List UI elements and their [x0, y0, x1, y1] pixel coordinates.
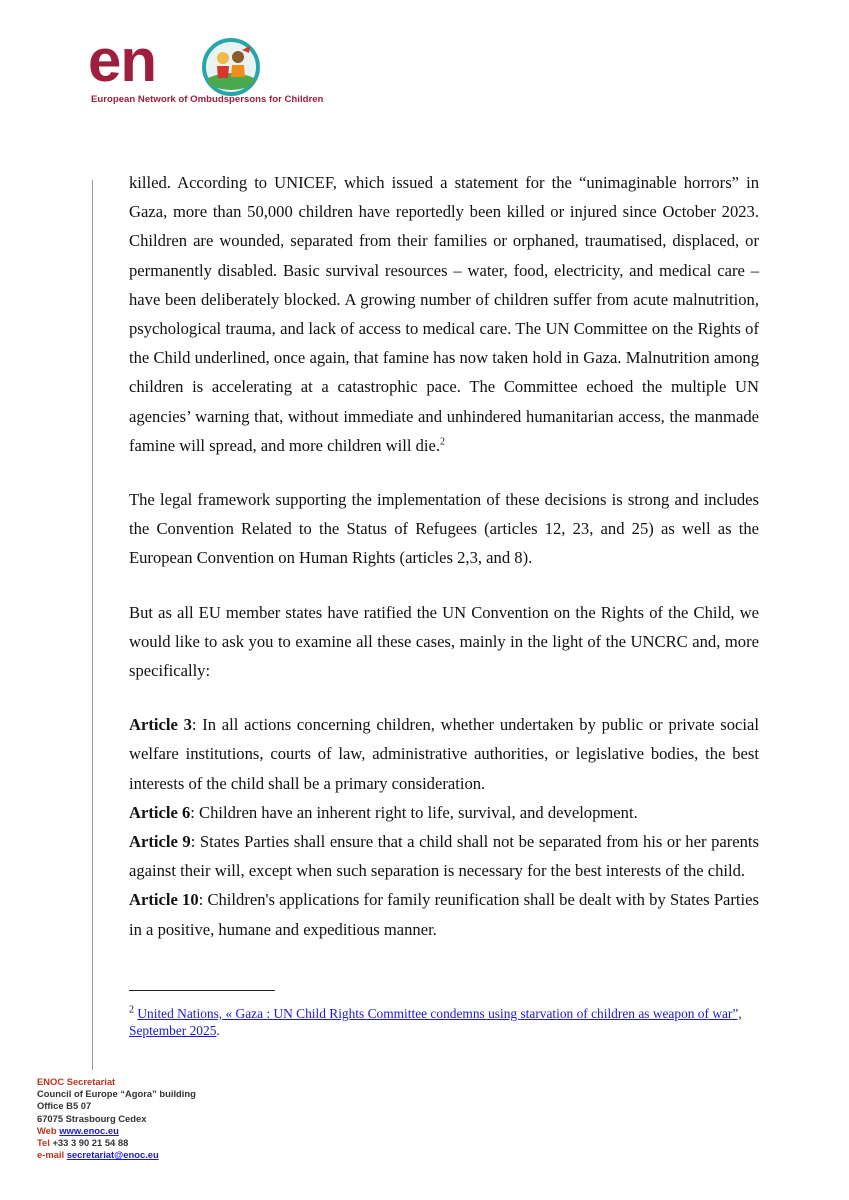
- secretariat-address: [37, 1076, 297, 1161]
- paragraph-legal-framework: The legal framework supporting the implementation of these decisions is strong and includes the Convention Related to the Status of Refugees (articles 12, 23, and 25) as well as the European Convention on Human Rights (articles 2,3, and 8).: [129, 490, 759, 568]
- tel-label: Tel: [37, 1137, 53, 1149]
- web-link[interactable]: www.enoc.eu: [59, 1124, 119, 1136]
- footnote-separator: [129, 990, 275, 991]
- logo-letter-n: n: [120, 27, 157, 94]
- article-9-text: : States Parties shall ensure that a child shall not be separated from his or her parents against their will, except when such separation is necessary for the best interests of the child.: [129, 832, 759, 881]
- secretariat-office: Office B5 07: [37, 1100, 92, 1112]
- margin-rule: [92, 180, 93, 1070]
- footnote-number: 2: [129, 1004, 134, 1016]
- secretariat-web: [37, 1125, 297, 1137]
- article-6: [129, 798, 759, 827]
- article-3-text: : In all actions concerning children, whether undertaken by public or private social welfare institutions, courts of law, administrative authorities, or legislative bodies, the best interests of the child shall be a primary consideration.: [129, 715, 759, 793]
- secretariat-building: Council of Europe “Agora” building: [37, 1088, 196, 1100]
- tel-value: +33 3 90 21 54 88: [52, 1137, 129, 1149]
- secretariat-title: ENOC Secretariat: [37, 1076, 116, 1087]
- paragraph-request: But as all EU member states have ratified the UN Convention on the Rights of the Child, we would like to ask you to examine all these cases, mainly in the light of the UNCRC and, more specifically:: [129, 602, 759, 681]
- secretariat-tel: [37, 1137, 297, 1149]
- email-label: e-mail: [37, 1149, 67, 1161]
- paragraph-gaza: [129, 168, 759, 460]
- footnote-link[interactable]: United Nations, « Gaza : UN Child Rights Committee condemns using starvation of children as weapon of war”, September 2025: [129, 1006, 742, 1038]
- footnote-trailing: .: [216, 1023, 220, 1038]
- paragraph-gaza-text: killed. According to UNICEF, which issued a statement for the “unimaginable horrors” in Gaza, more than 50,000 children have reportedly been killed or injured since October 2023. Children are wounded, separated from their families or orphaned, traumatised, displaced, or permanently disabled. Basic survival resources – water, food, electricity, and medical care – have been deliberately blocked. A growing number of children suffer from acute malnutrition, psychological trauma, and lack of access to medical care. The UN Committee on the Rights of the Child underlined, once again, that famine has now taken hold in Gaza. Malnutrition among children is accelerating at a catastrophic pace. The Committee echoed the multiple UN agencies’ warning that, without immediate and unhindered humanitarian access, the manmade famine will spread, and more children will die.: [129, 173, 759, 455]
- letter-body: [129, 168, 759, 944]
- enoc-logo: [88, 27, 328, 110]
- children-badge-icon: [202, 38, 260, 96]
- email-link[interactable]: secretariat@enoc.eu: [66, 1149, 159, 1161]
- article-6-text: : Children have an inherent right to life, survival, and development.: [190, 802, 638, 822]
- article-3-label: Article 3: [129, 715, 192, 735]
- article-9-label: Article 9: [129, 832, 191, 852]
- logo-tagline: European Network of Ombudspersons for Children: [91, 94, 324, 105]
- article-3: [129, 710, 759, 798]
- article-10-text: : Children's applications for family reunification shall be dealt with by States Parties in a positive, humane and expeditious manner.: [129, 890, 759, 939]
- article-9: [129, 827, 759, 885]
- logo-letter-e: e: [88, 27, 121, 94]
- secretariat-city: 67075 Strasbourg Cedex: [37, 1112, 147, 1124]
- footnote-ref[interactable]: 2: [440, 436, 446, 448]
- article-10-label: Article 10: [129, 890, 199, 910]
- footnote: [129, 1005, 759, 1039]
- web-label: Web: [37, 1124, 60, 1136]
- secretariat-email: [37, 1149, 297, 1161]
- article-10: [129, 885, 759, 943]
- article-6-label: Article 6: [129, 802, 191, 822]
